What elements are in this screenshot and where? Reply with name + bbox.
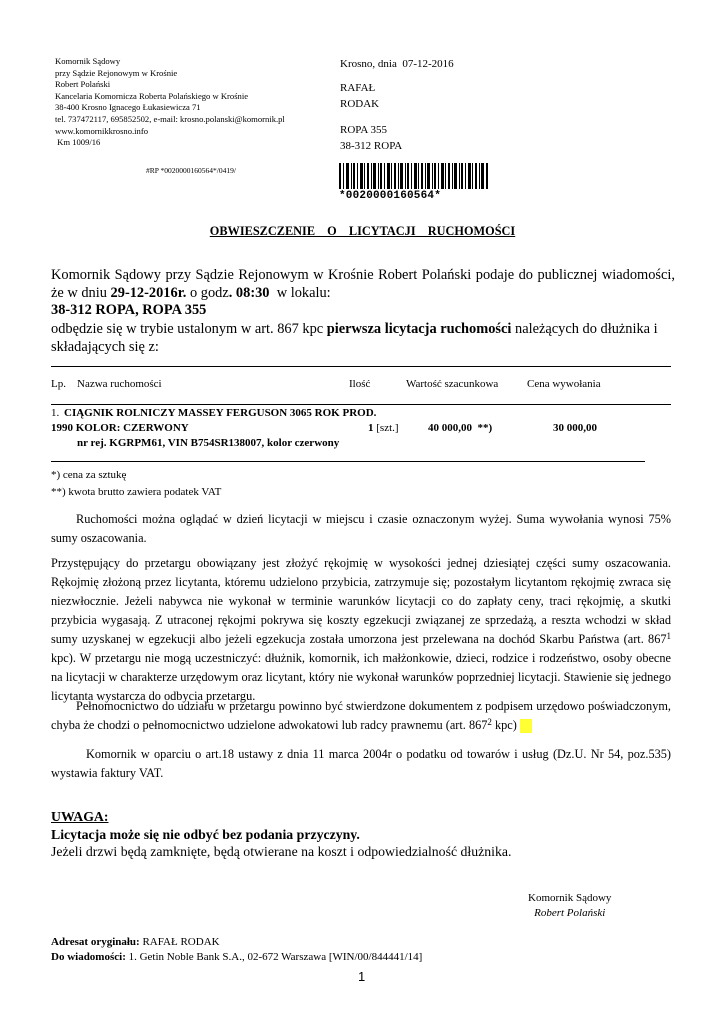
warning-heading: UWAGA:: [51, 809, 109, 824]
row-name-line2: 1990 KOLOR: CZERWONY: [51, 422, 189, 434]
paragraph-text: Pełnomocnictwo do udziału w przetargu powinno być stwierdzone dokumentem z podpisem urzędowo poświadczonym, chyba że chodzi o pełnomocnictwo udzielone adwokatowi lub radcy prawnemu (art. 867: [51, 699, 671, 732]
auction-date: 29-12-2016r.: [110, 285, 187, 301]
intro-paragraph: [51, 266, 675, 302]
header-value: Wartość szacunkowa: [406, 378, 499, 390]
sender-line: przy Sądzie Rejonowym w Krośnie: [55, 67, 178, 78]
footnotes: [51, 467, 221, 501]
intro-text: w lokalu:: [269, 285, 331, 301]
header-price: Cena wywołania: [527, 378, 601, 390]
case-number: Km 1009/16: [55, 137, 101, 148]
header-lp: Lp.: [51, 378, 66, 390]
signature-role: Komornik Sądowy: [528, 892, 612, 904]
row-qty-unit: [szt.]: [376, 422, 399, 434]
row-qty: [368, 422, 399, 434]
paragraph-text: Komornik w oparciu o art.18 ustawy z dnia 11 marca 2004r o podatku od towarów i usług (Dz.U. Nr 54, poz.535) wystawia faktury VAT.: [51, 747, 671, 780]
paragraph-text: Przystępujący do przetargu obowiązany jest złożyć rękojmię w wysokości jednej dziesiątej części sumy oszacowania. Rękojmię złożoną przez licytanta, któremu udzielono przybicia, zatrzymuje się; pozostałym licytantom rękojmię zwraca się niezwłocznie. Jeżeli nabywca nie wykonał w terminie warunków licytacji co do zapłaty ceny, traci rękojmię, a skutki przybicia wygasają. Z utraconej rękojmi pokrywa się koszty egzekucji związanej ze sprzedażą, a reszta wchodzi w skład sumy uzyskanej w egzekucji albo jeżeli egzekucja została umorzona jest przelewana na dochód Skarbu Państwa (art. 867: [51, 556, 671, 646]
barcode-icon: [339, 163, 489, 193]
auction-type: pierwsza licytacja ruchomości: [326, 321, 512, 337]
page-number: 1: [358, 969, 366, 984]
row-name-line3: nr rej. KGRPM61, VIN B754SR138007, kolor czerwony: [77, 437, 340, 449]
highlight-mark: [520, 719, 532, 733]
superscript: 1: [666, 631, 671, 641]
recipient-block: [340, 56, 454, 155]
footer-label: Adresat oryginału:: [51, 936, 140, 948]
divider: [51, 366, 671, 367]
signature-name: Robert Polański: [534, 906, 606, 919]
divider: [51, 461, 645, 462]
header-name: Nazwa ruchomości: [77, 378, 162, 390]
footer-label: Do wiadomości:: [51, 951, 126, 963]
paragraph-proxy: [51, 697, 671, 735]
sender-line: 38-400 Krosno Ignacego Łukasiewicza 71: [55, 102, 201, 113]
paragraph-text: kpc). W przetargu nie mogą uczestniczyć: dłużnik, komornik, ich małżonkowie, dzieci, rodzice i rodzeństwo, osoby obecne na licytacji w charakterze urzędowym oraz licytant, który nie wykonał warunków poprzedniej licytacji. Stawienie się jednego licytanta wystarcza do odbycia przetargu.: [51, 651, 671, 703]
sender-block: [55, 56, 285, 149]
signature-block: [528, 891, 611, 920]
rp-code: #RP *0020000160564*/0419/: [146, 166, 236, 175]
warning-line-1: Licytacja może się nie odbyć bez podania przyczyny.: [51, 826, 360, 842]
warning-line-2: Jeżeli drzwi będą zamknięte, będą otwierane na koszt i odpowiedzialność dłużnika.: [51, 844, 512, 859]
row-name-line1: CIĄGNIK ROLNICZY MASSEY FERGUSON 3065 ROK PROD.: [64, 407, 377, 419]
superscript: 2: [487, 717, 492, 727]
paragraph-vat: [51, 745, 671, 783]
row-price: 30 000,00: [553, 422, 597, 434]
footer-info: [51, 951, 422, 963]
recipient-street: ROPA 355: [340, 123, 387, 136]
document-title: OBWIESZCZENIE O LICYTACJI RUCHOMOŚCI: [209, 224, 516, 238]
footer-value: RAFAŁ RODAK: [139, 936, 220, 948]
row-lp: 1.: [51, 407, 60, 419]
sender-line: Kancelaria Komornicza Roberta Polańskiego w Krośnie: [55, 90, 249, 101]
intro-text: o godz: [186, 285, 229, 301]
header-qty: Ilość: [349, 378, 371, 390]
footer-original: [51, 936, 220, 948]
recipient-name-2: RODAK: [340, 98, 380, 110]
sender-line: Robert Polański: [55, 79, 111, 90]
date-line: Krosno, dnia 07-12-2016: [340, 58, 454, 70]
paragraph-text: kpc): [491, 718, 517, 732]
recipient-name-1: RAFAŁ: [340, 81, 376, 94]
intro-text: należących do dłużnika i składających się z:: [51, 321, 658, 355]
intro-text: Komornik Sądowy przy Sądzie Rejonowym w Krośnie Robert Polański podaje do publicznej wiadomości, że w dniu: [51, 267, 675, 301]
sender-line: Komornik Sądowy: [55, 56, 121, 66]
auction-time: . 08:30: [228, 285, 270, 301]
recipient-city: 38-312 ROPA: [340, 140, 403, 152]
row-value: 40 000,00 **): [428, 422, 493, 434]
table-row: [0, 407, 725, 457]
barcode-number: *0020000160564*: [339, 190, 442, 202]
sender-line: www.komornikkrosno.info: [55, 125, 149, 136]
sender-line: tel. 737472117, 695852502, e-mail: krosno.polanski@komornik.pl: [55, 113, 285, 124]
intro-paragraph-2: [51, 320, 675, 356]
footnote: *) cena za sztukę: [51, 469, 127, 481]
auction-location: 38-312 ROPA, ROPA 355: [51, 302, 207, 318]
paragraph-viewing: [51, 510, 671, 548]
row-qty-value: 1: [368, 422, 374, 434]
footnote: **) kwota brutto zawiera podatek VAT: [51, 486, 222, 498]
intro-text: odbędzie się w trybie ustalonym w art. 867 kpc: [51, 321, 327, 337]
paragraph-deposit: [51, 554, 671, 706]
paragraph-text: Ruchomości można oglądać w dzień licytacji w miejscu i czasie oznaczonym wyżej. Suma wywołania wynosi 75% sumy oszacowania.: [51, 512, 671, 545]
warning-block: [51, 808, 512, 861]
footer-value: 1. Getin Noble Bank S.A., 02-672 Warszawa [WIN/00/844441/14]: [125, 951, 423, 963]
divider: [51, 404, 671, 405]
